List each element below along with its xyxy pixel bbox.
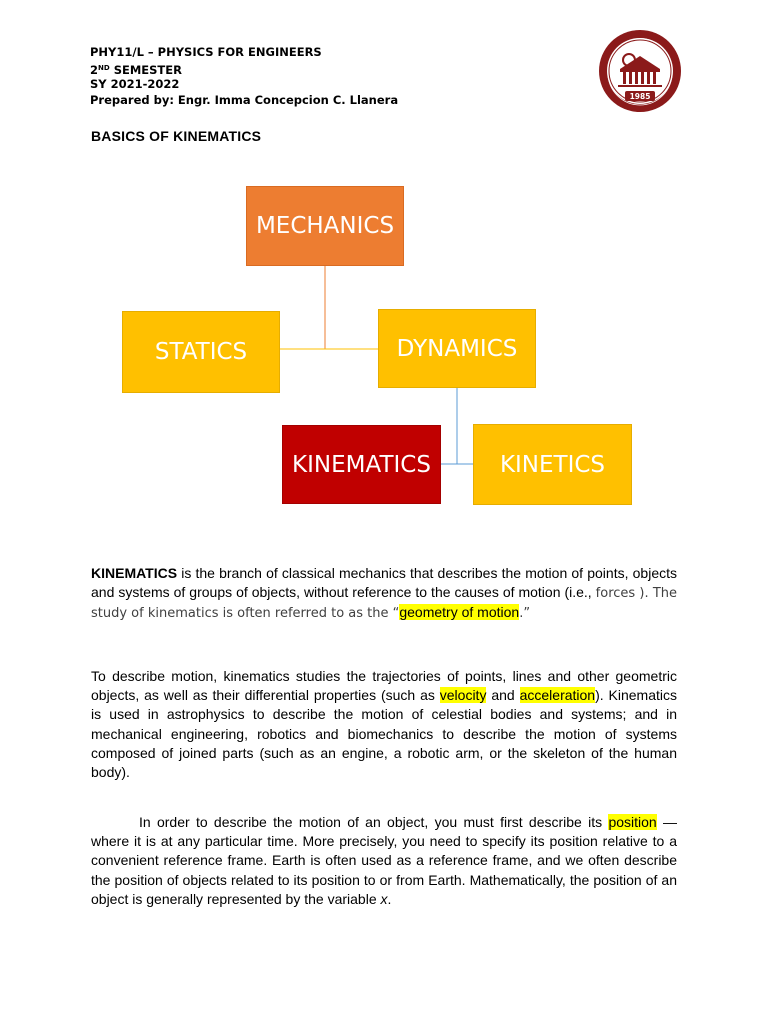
semester-word: SEMESTER xyxy=(109,63,182,77)
prepared-by: Prepared by: Engr. Imma Concepcion C. Llanera xyxy=(90,93,399,107)
highlight-position: position xyxy=(608,814,657,830)
semester-ordinal: ND xyxy=(98,64,110,72)
logo-year: 1985 xyxy=(629,92,651,101)
paragraph3-text3: . xyxy=(387,890,392,907)
paragraph1-text3: .” xyxy=(519,606,531,622)
kinematics-term: KINEMATICS xyxy=(91,565,178,581)
paragraph3-text2: — where it is at any particular time. More precisely, you need to specify its position relative to a convenient reference frame. Earth is often used as a reference frame, and we often describe the position of objects related to its position to or from Earth. Mathematically, the position of an object is generally represented by the variable xyxy=(91,814,677,907)
highlight-geometry-of-motion: geometry of motion xyxy=(399,604,520,621)
course-title: PHY11/L – PHYSICS FOR ENGINEERS xyxy=(90,45,322,59)
paragraph1-text1: is the branch of classical mechanics that describes the motion of points, objects and systems of groups of objects, without reference to the causes of motion (i.e., xyxy=(91,565,677,601)
semester-number: 2 xyxy=(90,63,99,77)
highlight-acceleration: acceleration xyxy=(519,687,596,704)
section-title: BASICS OF KINEMATICS xyxy=(91,128,262,144)
school-year: SY 2021-2022 xyxy=(90,77,180,91)
paragraph-kinematics-definition xyxy=(91,564,677,624)
paragraph-motion-description xyxy=(91,667,677,782)
kinetics-box: KINETICS xyxy=(473,424,632,505)
kinematics-box: KINEMATICS xyxy=(282,425,441,504)
paragraph1-text2: forces ). The study of kinematics is often referred to as the “ xyxy=(91,586,677,622)
variable-x: x xyxy=(380,890,388,907)
mechanics-box: MECHANICS xyxy=(246,186,404,266)
paragraph-position xyxy=(91,813,677,909)
highlight-velocity: velocity xyxy=(439,687,487,704)
paragraph3-text1: In order to describe the motion of an object, you must first describe its xyxy=(139,814,609,830)
statics-box: STATICS xyxy=(122,311,280,393)
paragraph2-text3: ). Kinematics is used in astrophysics to describe the motion of celestial bodies and systems; and in mechanical engineering, robotics and biomechanics to describe the motion of systems composed of joined parts (such as an engine, a robotic arm, or the skeleton of the human body). xyxy=(91,687,677,781)
dynamics-box: DYNAMICS xyxy=(378,309,536,388)
paragraph2-text1: To describe motion, kinematics studies the trajectories of points, lines and other geometric objects, as well as their differential properties (such as xyxy=(91,668,677,704)
paragraph2-text2: and xyxy=(486,687,520,704)
